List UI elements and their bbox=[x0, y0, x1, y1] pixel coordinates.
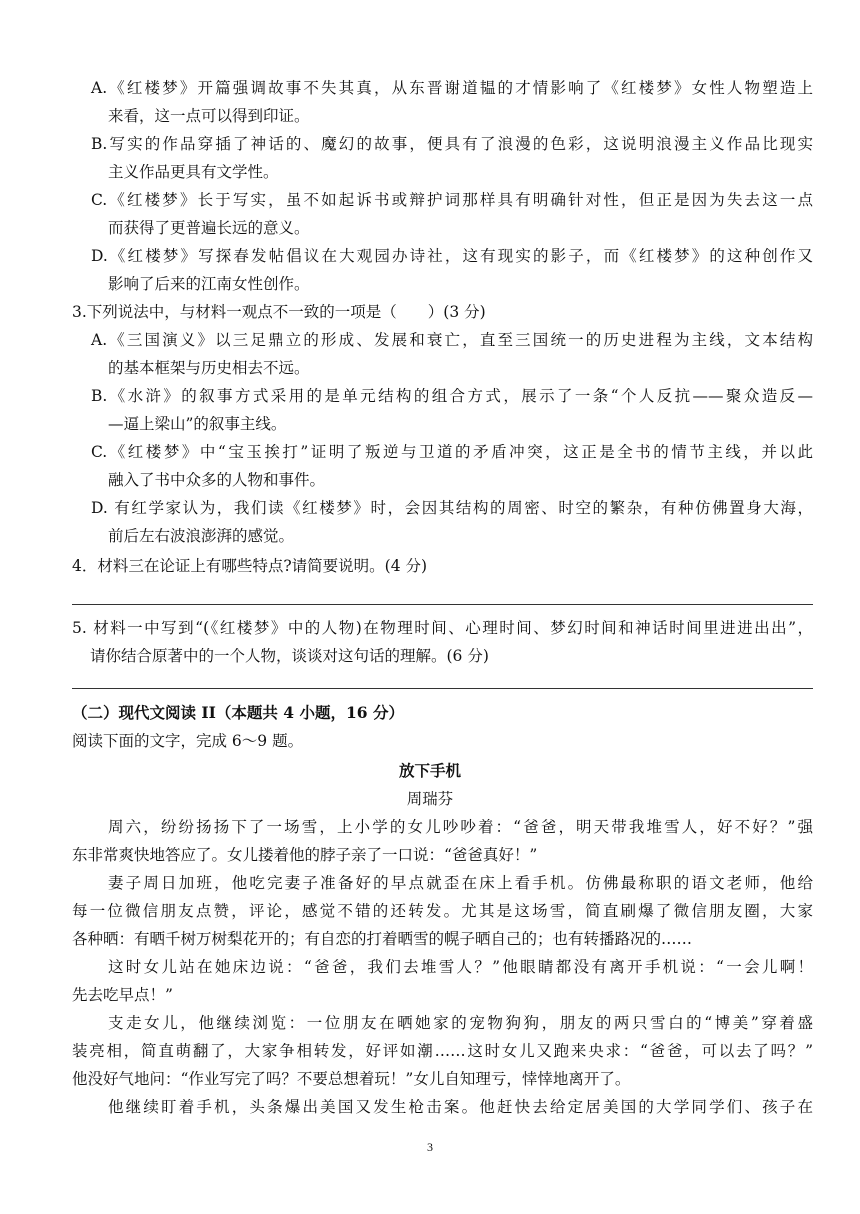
paragraph-3-line2: 先去吃早点！” bbox=[72, 986, 173, 1004]
q3-option-d-line2: 前后左右波浪澎湃的感觉。 bbox=[108, 527, 295, 545]
q5-answer-line bbox=[72, 688, 813, 689]
article-title: 放下手机 bbox=[398, 761, 461, 780]
q2-option-c-line1: C.《红楼梦》长于写实，虽不如起诉书或辩护词那样具有明确针对性，但正是因为失去这一点 bbox=[91, 191, 813, 209]
q3-option-a-line2: 的基本框架与历史相去不远。 bbox=[108, 359, 310, 377]
q2-option-d-line1: D.《红楼梦》写探春发帖倡议在大观园办诗社，这有现实的影子，而《红楼梦》的这种创作又 bbox=[91, 247, 813, 265]
article-author: 周瑞芬 bbox=[406, 790, 454, 808]
q4-stem: 4．材料三在论证上有哪些特点?请简要说明。(4 分) bbox=[72, 557, 428, 575]
section-heading-text: （二）现代文阅读 II（本题共 4 小题，16 分） bbox=[72, 703, 404, 722]
paragraph-3-line1: 这时女儿站在她床边说：“爸爸，我们去堆雪人？”他眼睛都没有离开手机说：“一会儿啊！ bbox=[108, 958, 813, 976]
paragraph-5-line1: 他继续盯着手机，头条爆出美国又发生枪击案。他赶快去给定居美国的大学同学们、孩子在 bbox=[108, 1098, 813, 1116]
paragraph-4-line3: 他没好气地问：“作业写完了吗？不要总想着玩！”女儿自知理亏，悻悻地离开了。 bbox=[72, 1070, 631, 1088]
q5-stem-line1: 5. 材料一中写到“(《红楼梦》中的人物)在物理时间、心理时间、梦幻时间和神话时间里进进出出”， bbox=[72, 619, 813, 637]
q2-option-a-line2: 来看，这一点可以得到印证。 bbox=[108, 107, 310, 125]
page-number: 3 bbox=[427, 1140, 433, 1154]
q2-option-b-line1: B.写实的作品穿插了神话的、魔幻的故事，便具有了浪漫的色彩，这说明浪漫主义作品比现实 bbox=[91, 135, 813, 153]
paragraph-4-line2: 装亮相，简直萌翻了，大家争相转发，好评如潮……这时女儿又跑来央求：“爸爸，可以去了吗？” bbox=[72, 1042, 813, 1060]
section-heading bbox=[72, 703, 404, 723]
q3-option-d-line1: D. 有红学家认为，我们读《红楼梦》时，会因其结构的周密、时空的繁杂，有种仿佛置身大海， bbox=[91, 499, 813, 517]
q2-option-a-line1: A.《红楼梦》开篇强调故事不失其真，从东晋谢道韫的才情影响了《红楼梦》女性人物塑造上 bbox=[91, 79, 813, 97]
q3-option-c-line2: 融入了书中众多的人物和事件。 bbox=[108, 471, 326, 489]
paragraph-2-line3: 各种晒：有晒千树万树梨花开的；有自恋的打着晒雪的幌子晒自己的；也有转播路况的…… bbox=[72, 930, 693, 948]
q3-option-b-line2: —逼上梁山”的叙事主线。 bbox=[108, 415, 287, 433]
q3-option-b-line1: B.《水浒》的叙事方式采用的是单元结构的组合方式，展示了一条“个人反抗——聚众造反— bbox=[91, 387, 813, 405]
paragraph-1-line2: 东非常爽快地答应了。女儿搂着他的脖子亲了一口说：“爸爸真好！” bbox=[72, 846, 538, 864]
paragraph-1-line1: 周六，纷纷扬扬下了一场雪，上小学的女儿吵吵着：“爸爸，明天带我堆雪人，好不好？”强 bbox=[108, 818, 813, 836]
paragraph-2-line2: 每一位微信朋友点赞，评论，感觉不错的还转发。尤其是这场雪，简直刷爆了微信朋友圈，大家 bbox=[72, 902, 813, 920]
q3-option-a-line1: A.《三国演义》以三足鼎立的形成、发展和衰亡，直至三国统一的历史进程为主线，文本结构 bbox=[91, 331, 813, 349]
q4-answer-line bbox=[72, 604, 813, 605]
q2-option-b-line2: 主义作品更具有文学性。 bbox=[108, 163, 279, 181]
section-instruction: 阅读下面的文字，完成 6～9 题。 bbox=[72, 732, 304, 750]
q5-stem-line2: 请你结合原著中的一个人物，谈谈对这句话的理解。(6 分) bbox=[90, 647, 489, 665]
paragraph-2-line1: 妻子周日加班，他吃完妻子准备好的早点就歪在床上看手机。仿佛最称职的语文老师，他给 bbox=[108, 874, 813, 892]
q3-stem: 3.下列说法中，与材料一观点不一致的一项是（ ）(3 分) bbox=[72, 303, 486, 321]
q2-option-c-line2: 而获得了更普遍长远的意义。 bbox=[108, 219, 310, 237]
q2-option-d-line2: 影响了后来的江南女性创作。 bbox=[108, 275, 310, 293]
paragraph-4-line1: 支走女儿，他继续浏览：一位朋友在晒她家的宠物狗狗，朋友的两只雪白的“博美”穿着盛 bbox=[108, 1014, 813, 1032]
q3-option-c-line1: C.《红楼梦》中“宝玉挨打”证明了叛逆与卫道的矛盾冲突，这正是全书的情节主线，并以此 bbox=[91, 443, 813, 461]
